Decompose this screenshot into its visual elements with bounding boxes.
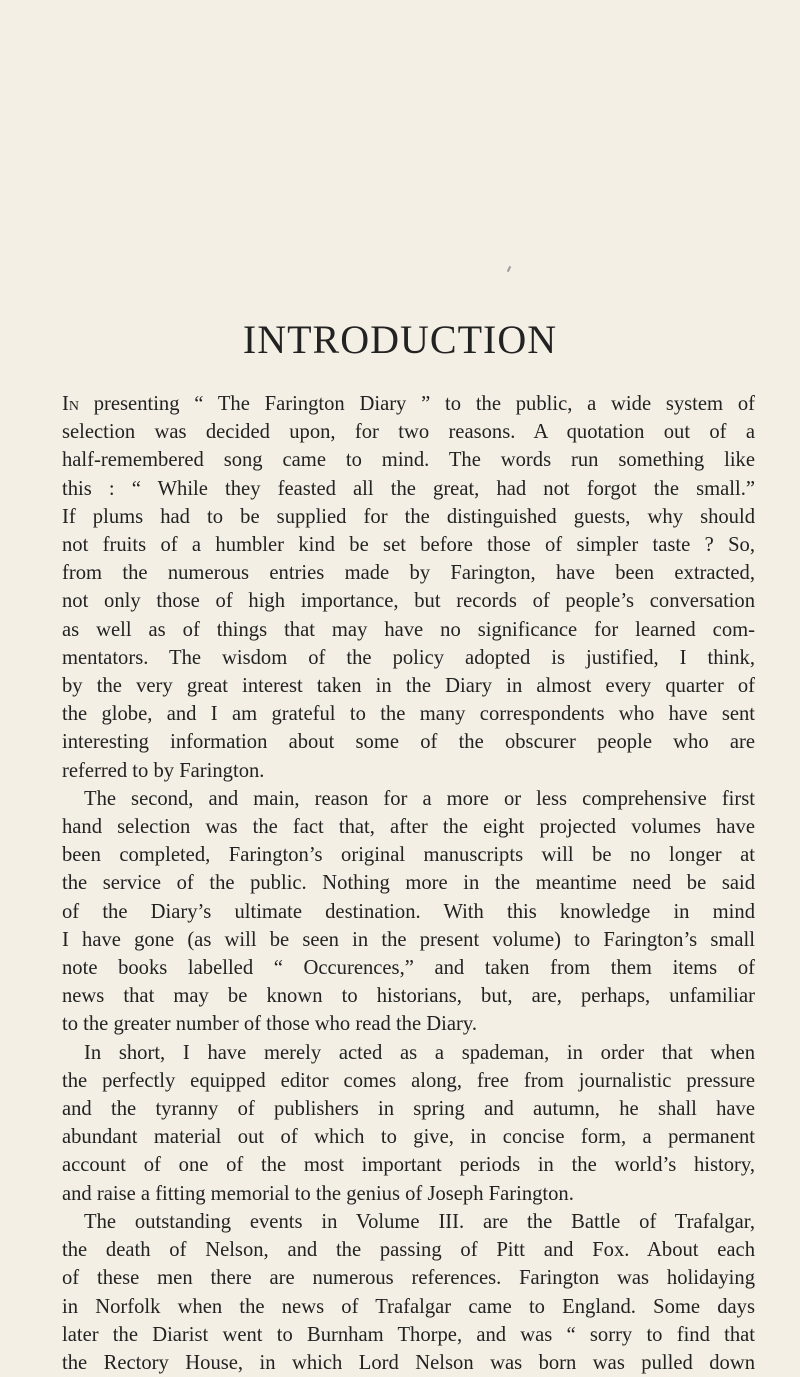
text-line: abundant material out of which to give, in concise form, a permanent [62, 1126, 755, 1149]
paragraph-3 [62, 1039, 755, 1208]
paragraph-2 [62, 785, 755, 1039]
text-line: referred to by Farington. [62, 759, 265, 782]
text-line: and the tyranny of publishers in spring and autumn, he shall have [62, 1098, 755, 1121]
ink-speck [507, 266, 511, 272]
text-line: half-remembered song came to mind. The words run something like [62, 449, 755, 472]
text-line: The second, and main, reason for a more or less comprehensive first [84, 787, 755, 810]
text-line: mentators. The wisdom of the policy adopted is justified, I think, [62, 646, 755, 669]
text-line: been completed, Farington’s original manuscripts will be no longer at [62, 844, 755, 867]
text-line: this : “ While they feasted all the great, had not forgot the small.” [62, 477, 755, 500]
body-text [62, 390, 755, 1377]
text-line: not only those of high importance, but records of people’s conversation [62, 590, 755, 613]
lead-word: In [62, 393, 79, 415]
text-line: the perfectly equipped editor comes along, free from journalistic pressure [62, 1069, 755, 1092]
text-line: by the very great interest taken in the Diary in almost every quarter of [62, 675, 755, 698]
text-line: selection was decided upon, for two reasons. A quotation out of a [62, 421, 755, 444]
text-line: In presenting “ The Farington Diary ” to the public, a wide system of [62, 393, 755, 415]
text-line: In short, I have merely acted as a spademan, in order that when [84, 1041, 755, 1064]
text-line: from the numerous entries made by Farington, have been extracted, [62, 562, 755, 585]
text-line: in Norfolk when the news of Trafalgar came to England. Some days [62, 1295, 755, 1318]
text-line: as well as of things that may have no significance for learned com- [62, 618, 755, 641]
page-title: INTRODUCTION [242, 317, 558, 362]
text-line: The outstanding events in Volume III. are the Battle of Trafalgar, [84, 1210, 755, 1233]
text-line: interesting information about some of the obscurer people who are [62, 731, 755, 754]
text-line: the globe, and I am grateful to the many correspondents who have sent [62, 703, 755, 726]
text-line: news that may be known to historians, but, are, perhaps, unfamiliar [62, 985, 755, 1008]
text-line: If plums had to be supplied for the distinguished guests, why should [62, 505, 755, 528]
text-line: note books labelled “ Occurences,” and taken from them items of [62, 957, 755, 980]
text-line: of these men there are numerous references. Farington was holidaying [62, 1267, 755, 1290]
text-line: hand selection was the fact that, after the eight projected volumes have [62, 816, 755, 839]
text-line: not fruits of a humbler kind be set before those of simpler taste ? So, [62, 534, 755, 557]
text-line: the death of Nelson, and the passing of Pitt and Fox. About each [62, 1239, 755, 1262]
text-line: account of one of the most important periods in the world’s history, [62, 1154, 755, 1177]
paragraph-4 [62, 1208, 755, 1377]
paragraph-1 [62, 390, 755, 785]
text-line: to the greater number of those who read the Diary. [62, 1013, 477, 1036]
text-line: of the Diary’s ultimate destination. With this knowledge in mind [62, 900, 755, 923]
text-line: later the Diarist went to Burnham Thorpe, and was “ sorry to find that [62, 1323, 755, 1346]
text-line: I have gone (as will be seen in the present volume) to Farington’s small [62, 928, 755, 951]
text-line: the service of the public. Nothing more in the meantime need be said [62, 872, 755, 895]
text-line: and raise a fitting memorial to the genius of Joseph Farington. [62, 1182, 574, 1205]
text-line: the Rectory House, in which Lord Nelson was born was pulled down [62, 1351, 755, 1374]
